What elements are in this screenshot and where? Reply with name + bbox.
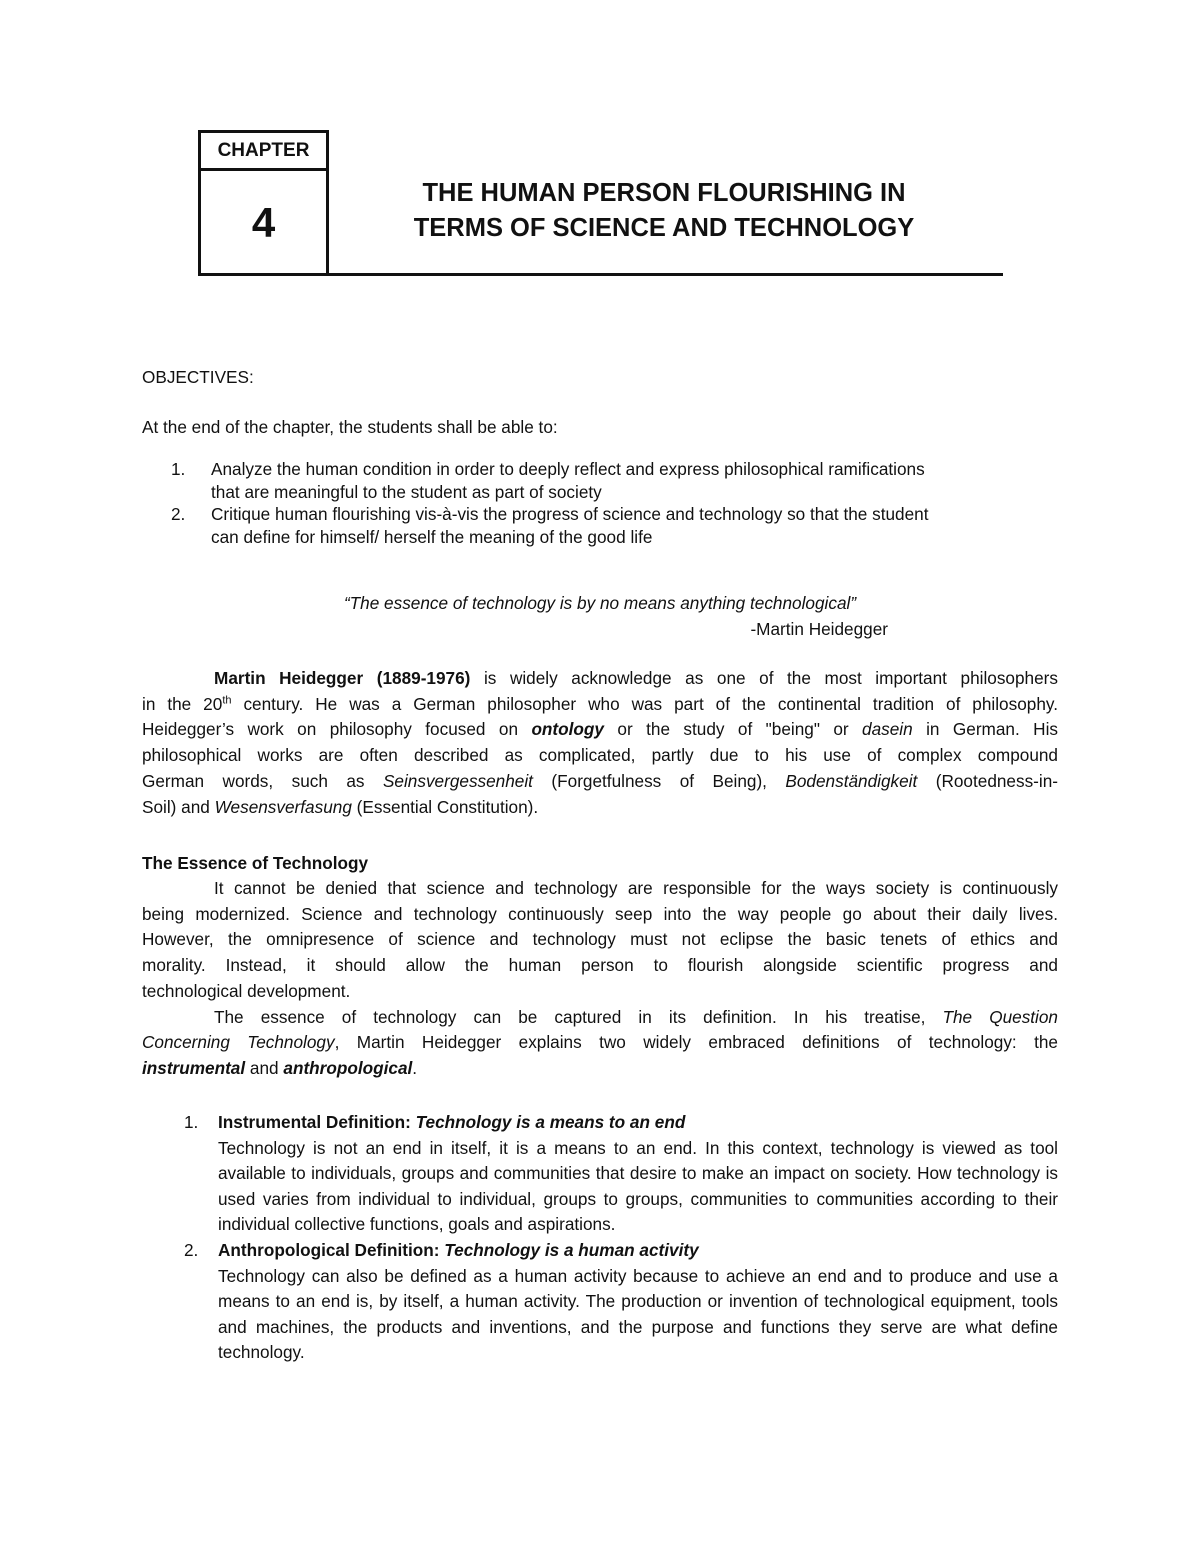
text-span: (Forgetfulness of Being), bbox=[532, 770, 786, 791]
term-instrumental: instrumental bbox=[142, 1057, 246, 1078]
bio-paragraph bbox=[142, 666, 1058, 820]
list-item bbox=[184, 1110, 1058, 1238]
book-title: The Question bbox=[942, 1006, 1058, 1027]
objectives-intro: At the end of the chapter, the students shall be able to: bbox=[142, 417, 558, 437]
text-span: Heidegger’s work on philosophy focused on bbox=[142, 719, 532, 740]
text-span: The essence of technology can be captured in its definition. In his treatise, bbox=[214, 1006, 943, 1027]
text-span: and bbox=[245, 1057, 284, 1078]
text-span: Soil) and bbox=[142, 796, 215, 817]
chapter-title-line: TERMS OF SCIENCE AND TECHNOLOGY bbox=[413, 214, 915, 242]
paragraph-line: philosophical works are often described as complicated, partly due to his use of complex compound bbox=[142, 745, 1058, 766]
definition-heading bbox=[218, 1110, 1058, 1136]
chapter-label: CHAPTER bbox=[201, 133, 326, 171]
bio-name: Martin Heidegger (1889-1976) bbox=[214, 668, 471, 688]
objectives-list bbox=[171, 458, 1071, 548]
definition-subtitle: Technology is a human activity bbox=[444, 1239, 699, 1260]
paragraph-line bbox=[142, 769, 1058, 795]
chapter-title bbox=[340, 176, 988, 246]
definition-label: Instrumental Definition: bbox=[218, 1112, 411, 1132]
paragraph-line bbox=[142, 795, 1058, 821]
chapter-box bbox=[198, 130, 329, 276]
text-span: in German. His bbox=[912, 719, 1058, 740]
text-span: German words, such as bbox=[142, 770, 383, 791]
objective-line: Critique human flourishing vis-à-vis the progress of science and technology so that the student bbox=[211, 504, 929, 524]
paragraph-line bbox=[142, 717, 1058, 743]
text-span: . bbox=[412, 1057, 418, 1078]
list-number: 1. bbox=[184, 1112, 199, 1132]
quote-text: “The essence of technology is by no means anything technological” bbox=[343, 593, 857, 613]
paragraph-line: technological development. bbox=[142, 980, 351, 1001]
term-anthropological: anthropological bbox=[283, 1057, 413, 1078]
objectives-label: OBJECTIVES: bbox=[142, 367, 254, 387]
objective-line: can define for himself/ herself the meaning of the good life bbox=[211, 526, 653, 547]
chapter-title-line: THE HUMAN PERSON FLOURISHING IN bbox=[422, 179, 906, 207]
paragraph-line: It cannot be denied that science and technology are responsible for the ways society is continuously bbox=[214, 878, 1058, 898]
essence-paragraph bbox=[142, 876, 1058, 1082]
list-number: 2. bbox=[184, 1239, 199, 1260]
paragraph-line bbox=[142, 1030, 1058, 1056]
header-rule bbox=[329, 273, 1003, 276]
list-item bbox=[171, 458, 1071, 503]
list-item bbox=[184, 1238, 1058, 1366]
definition-label: Anthropological Definition: bbox=[218, 1239, 440, 1260]
list-item bbox=[171, 503, 1071, 548]
text-span: is widely acknowledge as one of the most important philosophers bbox=[470, 668, 1058, 688]
text-span: (Essential Constitution). bbox=[351, 796, 539, 817]
paragraph-line bbox=[142, 666, 1058, 692]
paragraph-line: However, the omnipresence of science and technology must not eclipse the basic tenets of ethics and bbox=[142, 929, 1058, 950]
quote-author: -Martin Heidegger bbox=[750, 619, 888, 639]
definition-heading bbox=[218, 1238, 1058, 1264]
chapter-number: 4 bbox=[251, 199, 276, 246]
book-title: Concerning Technology bbox=[142, 1032, 335, 1053]
text-span: (Rootedness-in- bbox=[917, 770, 1059, 791]
list-number: 2. bbox=[171, 504, 186, 524]
objective-line: Analyze the human condition in order to deeply reflect and express philosophical ramifications bbox=[211, 459, 925, 479]
text-span: or the study of "being" or bbox=[604, 719, 863, 740]
list-number: 1. bbox=[171, 459, 186, 479]
definition-subtitle: Technology is a means to an end bbox=[415, 1112, 686, 1132]
term-ontology: ontology bbox=[531, 719, 604, 740]
text-span: , Martin Heidegger explains two widely embraced definitions of technology: the bbox=[334, 1032, 1058, 1053]
definitions-list bbox=[184, 1110, 1058, 1366]
section-heading: The Essence of Technology bbox=[142, 853, 369, 873]
text-span: century. He was a German philosopher who was part of the continental tradition of philosophy. bbox=[231, 693, 1058, 714]
paragraph-line bbox=[142, 1005, 1058, 1031]
text-span: in the 20 bbox=[142, 693, 223, 714]
term-dasein: dasein bbox=[862, 719, 913, 740]
term-bodenstandigkeit: Bodenständigkeit bbox=[785, 770, 918, 791]
paragraph-line bbox=[142, 1056, 1058, 1082]
term-wesensverfasung: Wesensverfasung bbox=[214, 796, 352, 817]
definition-body: Technology can also be defined as a human activity because to achieve an end and to produce and use a means to an end is, by itself, a human activity. The production or invention of technological equipment, tools and machines, the products and inventions, and the purpose and functions they serve are what define technology. bbox=[218, 1265, 1058, 1363]
paragraph-line: being modernized. Science and technology continuously seep into the way people go about their daily lives. bbox=[142, 903, 1058, 924]
paragraph-line: morality. Instead, it should allow the human person to flourish alongside scientific progress and bbox=[142, 955, 1058, 976]
term-seinsvergessenheit: Seinsvergessenheit bbox=[382, 770, 533, 791]
superscript: th bbox=[222, 693, 232, 706]
objective-line: that are meaningful to the student as part of society bbox=[211, 481, 602, 502]
definition-body: Technology is not an end in itself, it is a means to an end. In this context, technology is viewed as tool available to individuals, groups and communities that desire to make an impact on society. How technology is used varies from individual to individual, groups to groups, communities to communities according to their individual collective functions, goals and aspirations. bbox=[218, 1137, 1058, 1235]
paragraph-line bbox=[142, 692, 1058, 718]
